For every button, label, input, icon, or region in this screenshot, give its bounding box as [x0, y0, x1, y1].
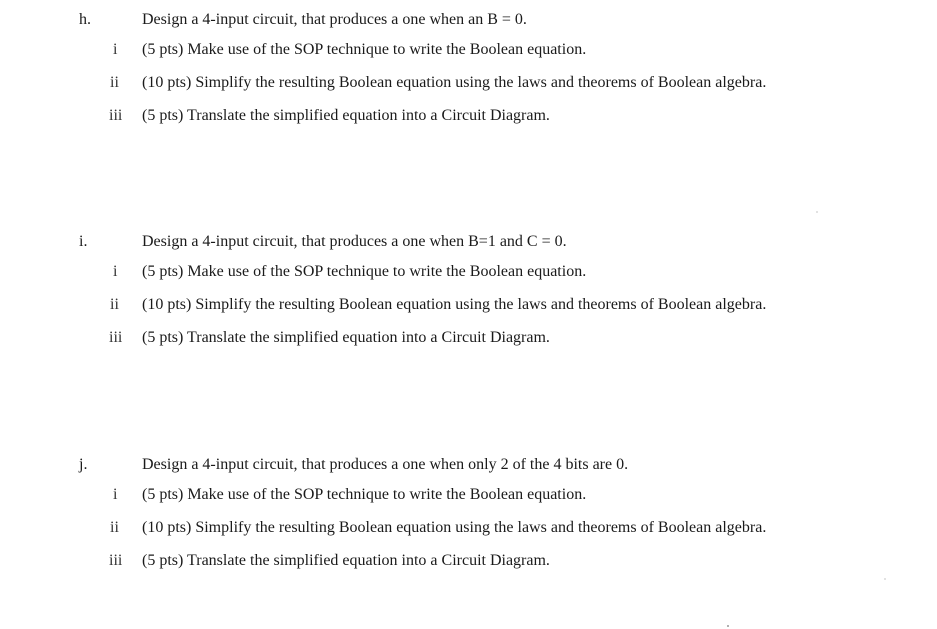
question-part: [0, 324, 937, 357]
scan-speck: [727, 625, 729, 627]
part-text: (5 pts) Translate the simplified equation into a Circuit Diagram.: [142, 107, 550, 124]
part-number: ii: [110, 74, 119, 91]
question-header: [0, 453, 937, 481]
part-number: iii: [109, 552, 123, 569]
part-text: (5 pts) Translate the simplified equation into a Circuit Diagram.: [142, 329, 550, 346]
part-text: (10 pts) Simplify the resulting Boolean equation using the laws and theorems of Boolean algebra.: [142, 74, 767, 91]
part-text: (5 pts) Make use of the SOP technique to write the Boolean equation.: [142, 263, 587, 280]
part-number: i: [113, 263, 118, 280]
part-text: (5 pts) Translate the simplified equation into a Circuit Diagram.: [142, 552, 550, 569]
scan-speck: [884, 578, 886, 580]
question-part: [0, 291, 937, 324]
part-text: (5 pts) Make use of the SOP technique to write the Boolean equation.: [142, 486, 587, 503]
question-i: [0, 230, 937, 357]
question-stem: Design a 4-input circuit, that produces a one when B=1 and C = 0.: [142, 233, 567, 250]
scan-speck: [816, 211, 818, 213]
question-part: [0, 36, 937, 69]
part-text: (10 pts) Simplify the resulting Boolean equation using the laws and theorems of Boolean algebra.: [142, 296, 767, 313]
part-text: (10 pts) Simplify the resulting Boolean equation using the laws and theorems of Boolean algebra.: [142, 519, 767, 536]
part-number: ii: [110, 296, 119, 313]
question-letter: j.: [79, 456, 88, 473]
question-part: [0, 481, 937, 514]
question-h: [0, 8, 937, 135]
question-stem: Design a 4-input circuit, that produces a one when an B = 0.: [142, 11, 527, 28]
question-header: [0, 8, 937, 36]
question-header: [0, 230, 937, 258]
question-part: [0, 102, 937, 135]
question-part: [0, 258, 937, 291]
question-part: [0, 514, 937, 547]
part-number: ii: [110, 519, 119, 536]
question-part: [0, 69, 937, 102]
part-text: (5 pts) Make use of the SOP technique to write the Boolean equation.: [142, 41, 587, 58]
question-letter: h.: [79, 11, 91, 28]
part-number: i: [113, 41, 118, 58]
part-number: i: [113, 486, 118, 503]
question-part: [0, 547, 937, 580]
question-stem: Design a 4-input circuit, that produces a one when only 2 of the 4 bits are 0.: [142, 456, 629, 473]
question-j: [0, 453, 937, 580]
part-number: iii: [109, 107, 123, 124]
part-number: iii: [109, 329, 123, 346]
question-letter: i.: [79, 233, 88, 250]
